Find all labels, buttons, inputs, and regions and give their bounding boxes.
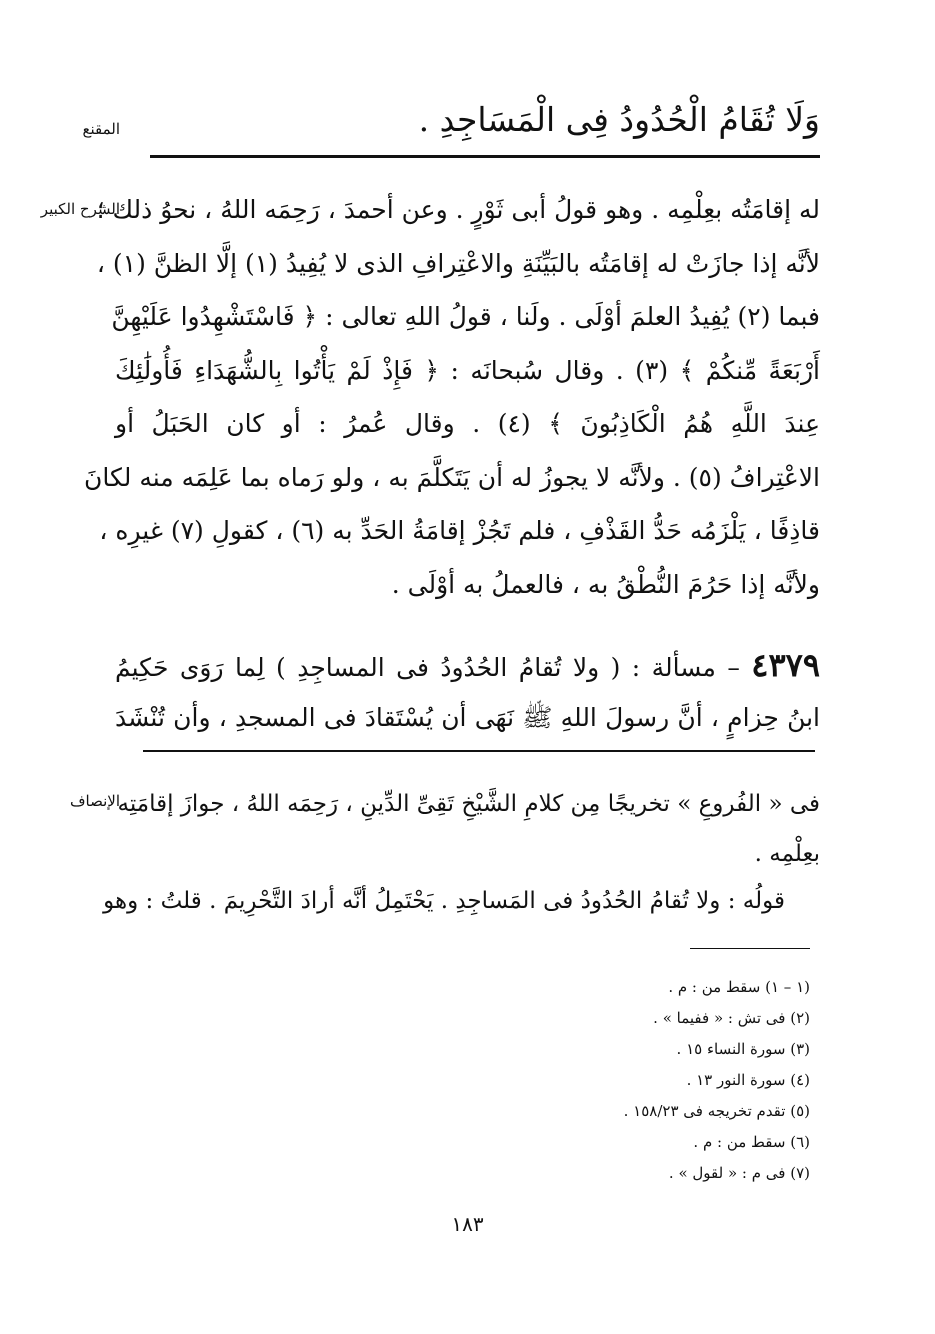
footnote-1: (١ – ١) سقط من : م . xyxy=(668,978,810,996)
sharh-line-3: فبما (٢) يُفِيدُ العلمَ أوْلَى . ولَنا ، قولُ اللهِ تعالى : ﴿ فَاسْتَشْهِدُوا عَلَيْهِنَّ xyxy=(111,302,820,331)
footnote-4: (٤) سورة النور ١٣ . xyxy=(686,1071,810,1089)
footnote-5: (٥) تقدم تخريجه فى ١٥٨/٢٣ . xyxy=(623,1102,810,1120)
masala-number: ٤٣٧٩ xyxy=(751,646,820,684)
sharh-line-2: لأنَّه إذا جازَتْ له إقامَتُه بالبَيِّنَةِ والاعْتِرافِ الذى لا يُفِيدُ (١) إلَّا الظنَّ (١) ، xyxy=(96,249,820,278)
sharh-line-6: الاعْتِرافُ (٥) . ولأنَّه لا يجوزُ له أن يَتَكلَّمَ به ، ولو رَماه بما عَلِمَه منه لكانَ xyxy=(84,463,820,492)
page-header-title: وَلَا تُقَامُ الْحُدُودُ فِى الْمَسَاجِدِ . xyxy=(418,100,820,139)
insaf-qawl-line: قولُه : ولا تُقامُ الحُدُودُ فى المَساجِدِ . يَحْتَمِلُ أنَّه أرادَ التَّحْرِيمَ . قلتُ : وهو xyxy=(103,888,785,914)
sharh-line-7: قاذِفًا ، يَلْزَمُه حَدُّ القَذْفِ ، فلم تَجُزْ إقامَةُ الحَدِّ به (٦) ، كقولِ (٧) غيرِه ، xyxy=(99,516,820,545)
insaf-line-1: فى « الفُروعِ » تخريجًا مِن كلامِ الشَّيْخِ تَقِىِّ الدِّينِ ، رَحِمَه اللهُ ، جوازَ إقامَتِه xyxy=(117,791,820,817)
masala-line-2: ابنُ حِزامٍ ، أنَّ رسولَ اللهِ ﷺ نَهَى أن يُسْتَقادَ فى المسجدِ ، وأن تُنْشَدَ xyxy=(115,703,820,732)
footnote-rule xyxy=(690,948,810,949)
sharh-line-8: ولأنَّه إذا حَرُمَ النُّطْقُ به ، فالعملُ به أوْلَى . xyxy=(391,570,820,599)
masala-line-1 xyxy=(115,645,820,689)
side-label-sharh: الشرح الكبير xyxy=(40,200,120,218)
footnote-6: (٦) سقط من : م . xyxy=(693,1133,810,1151)
section-rule xyxy=(143,750,815,752)
side-label-muqni: المقنع xyxy=(82,120,120,138)
sharh-line-4: أَرْبَعَةً مِّنكُمْ ﴾ (٣) . وقال سُبحانَه : ﴿ فَإِذْ لَمْ يَأْتُوا بِالشُّهَدَاءِ فَأُولَٰئِكَ xyxy=(115,356,821,385)
header-rule xyxy=(150,155,820,158)
footnote-3: (٣) سورة النساء ١٥ . xyxy=(676,1040,810,1058)
masala-text-1: – مسألة : ( ولا تُقامُ الحُدُودُ فى المساجِدِ ) لِما رَوَى حَكِيمُ xyxy=(115,653,740,682)
sharh-line-5: عِندَ اللَّهِ هُمُ الْكَاذِبُونَ ﴾ (٤) . وقال عُمرُ : أو كان الحَبَلُ أو xyxy=(115,409,821,438)
insaf-line-2: بعِلْمِه . xyxy=(754,841,820,867)
sharh-line-1: له إقامَتُه بعِلْمِه . وهو قولُ أبى ثَوْرٍ . وعن أحمدَ ، رَحِمَه اللهُ ، نحوُ ذلك ؛ xyxy=(96,195,820,224)
footnote-2: (٢) فى تش : « ففيما » . xyxy=(653,1009,810,1027)
page-number: ١٨٣ xyxy=(451,1212,484,1236)
footnote-7: (٧) فى م : « لقول » . xyxy=(668,1164,810,1182)
side-label-insaf: الإنصاف xyxy=(69,792,120,810)
